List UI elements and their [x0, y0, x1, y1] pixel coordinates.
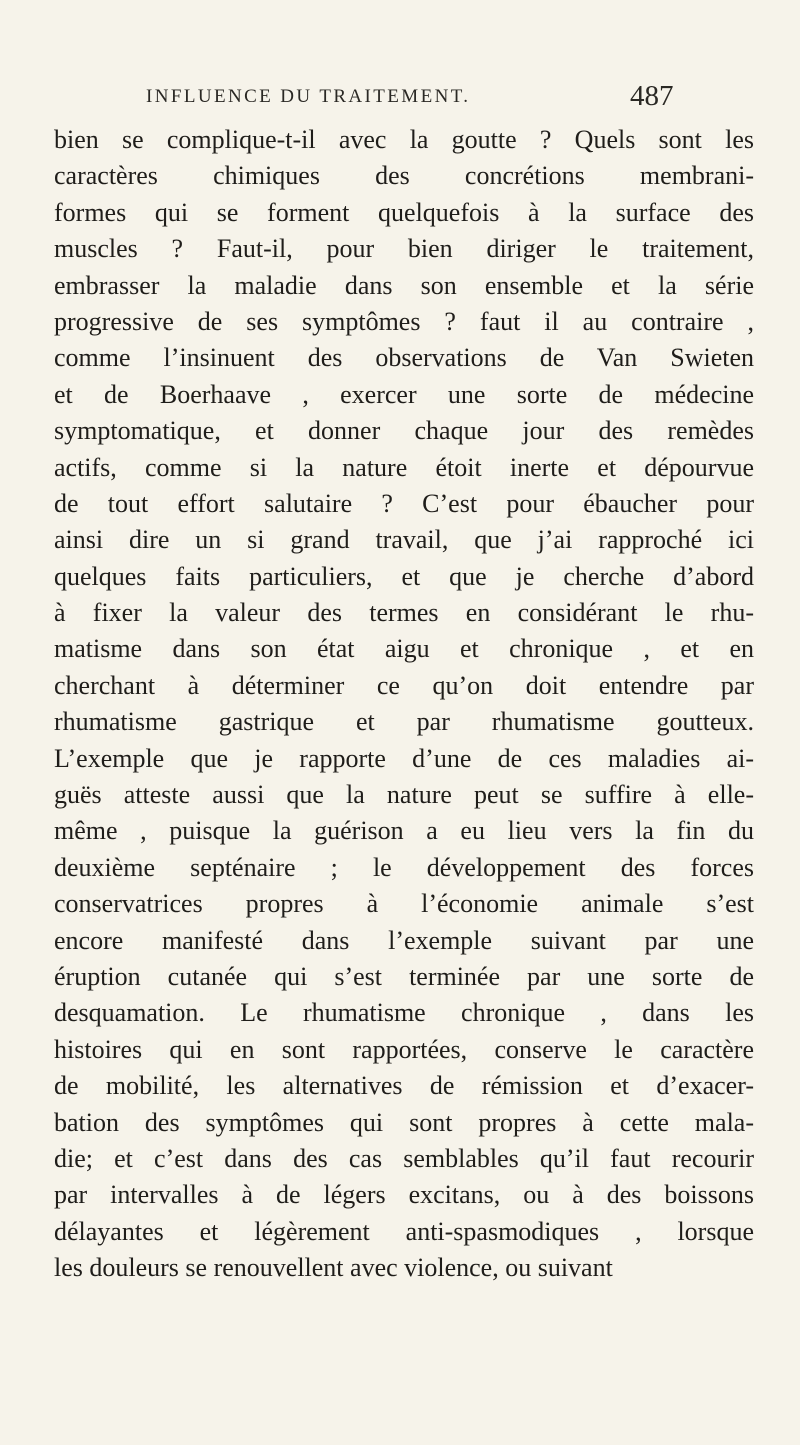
body-text — [54, 122, 754, 1287]
text-line: caractères chimiques des concrétions membrani- — [54, 161, 754, 191]
text-line: rhumatisme gastrique et par rhumatisme goutteux. — [54, 707, 754, 737]
text-line: symptomatique, et donner chaque jour des remèdes — [54, 416, 754, 446]
text-line: et de Boerhaave , exercer une sorte de médecine — [54, 379, 754, 409]
text-line: quelques faits particuliers, et que je cherche d’abord — [54, 561, 754, 591]
text-line: die; et c’est dans des cas semblables qu’il faut recourir — [54, 1143, 754, 1173]
text-line: les douleurs se renouvellent avec violence, ou suivant — [54, 1253, 613, 1283]
text-line: ainsi dire un si grand travail, que j’ai rapproché ici — [54, 525, 754, 555]
text-line: éruption cutanée qui s’est terminée par une sorte de — [54, 961, 754, 991]
text-line: de tout effort salutaire ? C’est pour ébaucher pour — [54, 488, 754, 518]
text-line: cherchant à déterminer ce qu’on doit entendre par — [54, 670, 754, 700]
text-line: actifs, comme si la nature étoit inerte et dépourvue — [54, 452, 754, 482]
text-line: L’exemple que je rapporte d’une de ces maladies ai- — [54, 743, 754, 773]
text-line: bation des symptômes qui sont propres à cette mala- — [54, 1107, 754, 1137]
text-line: par intervalles à de légers excitans, ou à des boissons — [54, 1180, 754, 1210]
text-line: même , puisque la guérison a eu lieu vers la fin du — [54, 816, 754, 846]
text-line: guës atteste aussi que la nature peut se suffire à elle- — [54, 780, 754, 810]
text-line: deuxième septénaire ; le développement des forces — [54, 852, 754, 882]
text-line: progressive de ses symptômes ? faut il au contraire , — [54, 306, 754, 336]
text-line: de mobilité, les alternatives de rémission et d’exacer- — [54, 1071, 754, 1101]
text-line: muscles ? Faut-il, pour bien diriger le traitement, — [54, 234, 754, 264]
text-line: embrasser la maladie dans son ensemble et la série — [54, 270, 754, 300]
text-line: desquamation. Le rhumatisme chronique , dans les — [54, 998, 754, 1028]
running-head — [0, 80, 800, 116]
text-line: matisme dans son état aigu et chronique , et en — [54, 634, 754, 664]
page-number: 487 — [630, 80, 674, 112]
text-line: formes qui se forment quelquefois à la surface des — [54, 197, 754, 227]
text-line: bien se complique-t-il avec la goutte ? Quels sont les — [54, 125, 754, 154]
text-line: délayantes et légèrement anti-spasmodiques , lorsque — [54, 1216, 754, 1246]
text-line: conservatrices propres à l’économie animale s’est — [54, 889, 754, 919]
text-line: comme l’insinuent des observations de Van Swieten — [54, 343, 754, 373]
text-line: à fixer la valeur des termes en considérant le rhu- — [54, 598, 754, 628]
text-line: histoires qui en sont rapportées, conserve le caractère — [54, 1034, 754, 1064]
text-line: encore manifesté dans l’exemple suivant par une — [54, 925, 754, 955]
running-title: INFLUENCE DU TRAITEMENT. — [146, 86, 471, 107]
